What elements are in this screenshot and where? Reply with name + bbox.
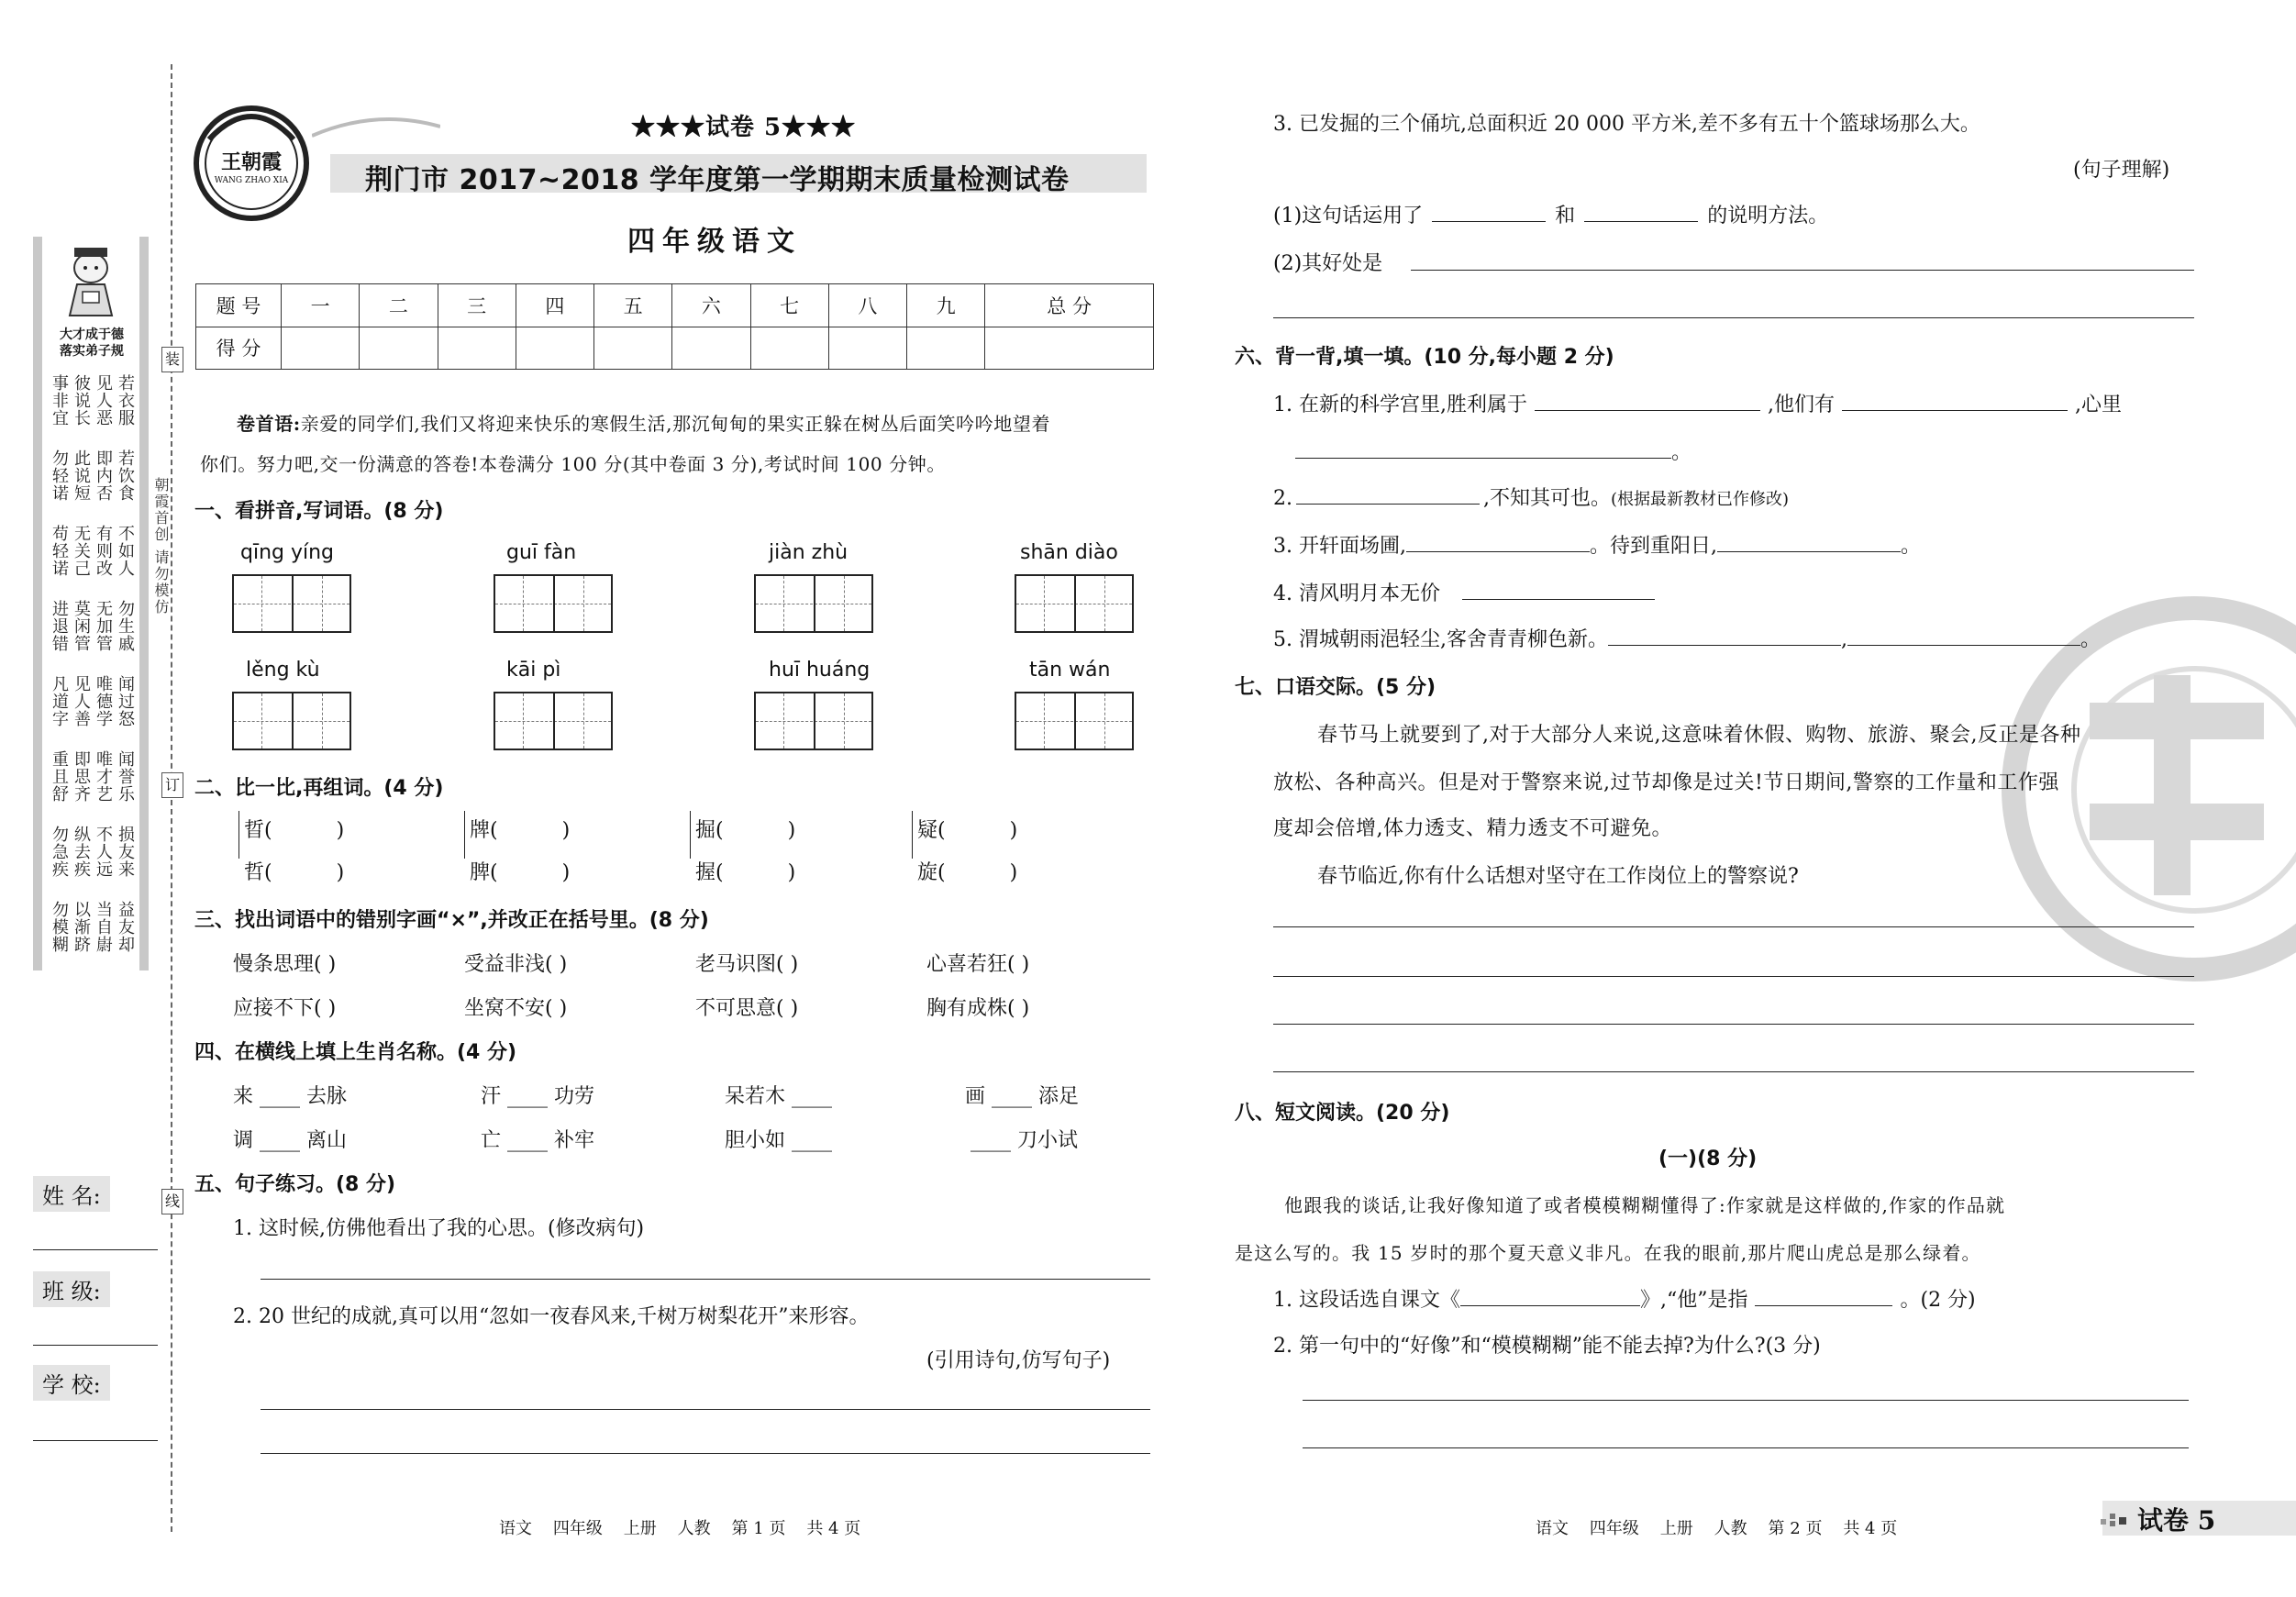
motto-group: [50, 901, 138, 972]
motto-group: [50, 750, 138, 822]
writing-grid[interactable]: [232, 692, 351, 750]
typo-item: 心喜若狂( ): [926, 953, 1030, 976]
pinyin-8: tān wán: [1029, 659, 1111, 682]
q8-para-1: 他跟我的谈话,让我好像知道了或者模模糊糊懂得了:作家就是这样做的,作家的作品就: [1284, 1194, 2006, 1216]
motto-column: 苟轻诺: [50, 525, 69, 577]
cut-mark-3: 线: [161, 1189, 183, 1214]
score-table: [195, 283, 1154, 370]
score-cell[interactable]: [594, 327, 672, 370]
q1-title: 一、看拼音,写词语。(8 分): [194, 500, 444, 523]
cut-line: [171, 64, 172, 1532]
motto-column: 损友来: [116, 826, 135, 878]
q8-para-2: 是这么写的。我 15 岁时的那个夏天意义非凡。在我的眼前,那片爬山虎总是那么绿着。: [1235, 1242, 1981, 1264]
answer-line[interactable]: [1273, 976, 2194, 977]
motto-group: [50, 374, 138, 446]
zodiac-item: 汗 ____ 功劳: [481, 1085, 594, 1108]
score-col-7: 七: [750, 284, 828, 327]
motto-title-2: 落实弟子规: [60, 344, 124, 359]
brand-logo: [191, 103, 312, 224]
q5-title: 五、句子练习。(8 分): [194, 1173, 396, 1196]
compare-item: 掘( ): [695, 819, 796, 842]
answer-line[interactable]: [1411, 270, 2194, 271]
score-cell[interactable]: [438, 327, 516, 370]
compare-item: 旋( ): [917, 861, 1018, 884]
score-cell[interactable]: [828, 327, 906, 370]
brand-name: 王朝霞: [220, 150, 282, 174]
q5-sentence-1: 1. 这时候,仿佛他看出了我的心思。(修改病句): [233, 1217, 645, 1240]
typo-item: 坐窝不安( ): [464, 997, 568, 1020]
footer-right: 语文 四年级 上册 人教 第 2 页 共 4 页: [1536, 1519, 1898, 1538]
motto-column: 唯才艺: [94, 750, 113, 803]
motto-column: 勿模糊: [50, 901, 69, 953]
motto-group: [50, 826, 138, 897]
logo-ribbon: [312, 108, 440, 145]
q8-title: 八、短文阅读。(20 分): [1235, 1102, 1450, 1125]
compare-item: 晢( ): [244, 819, 345, 842]
motto-column: 不如人: [116, 525, 135, 577]
subject-title: 四年级语文: [627, 226, 802, 258]
q6-item-1-cont: 。: [1295, 437, 1691, 465]
score-col-1: 一: [282, 284, 360, 327]
q3-title: 三、找出词语中的错别字画“×”,并改正在括号里。(8 分): [194, 909, 709, 932]
motto-column: 此说短: [72, 449, 91, 502]
score-col-9: 九: [907, 284, 985, 327]
motto-column: 若饮食: [116, 449, 135, 502]
q2-title: 二、比一比,再组词。(4 分): [194, 777, 444, 800]
copyright-notice: 朝霞首创 请勿模仿: [152, 477, 170, 616]
intro-text-1: 亲爱的同学们,我们又将迎来快乐的寒假生活,那沉甸甸的果实正躲在树丛后面笑吟吟地望着: [300, 413, 1051, 435]
score-row2-label: 得 分: [196, 327, 282, 370]
score-cell[interactable]: [282, 327, 360, 370]
motto-column: 勿轻诺: [50, 449, 69, 502]
compare-group: [238, 811, 239, 859]
writing-grid[interactable]: [1015, 574, 1134, 633]
compare-item: 哲( ): [244, 861, 345, 884]
class-field[interactable]: [33, 1345, 158, 1346]
q8-sub-title: (一)(8 分): [1658, 1148, 1758, 1170]
zodiac-item: 画 ____ 添足: [965, 1085, 1079, 1108]
typo-item: 不可思意( ): [695, 997, 799, 1020]
zodiac-item: ____ 刀小试: [971, 1129, 1078, 1152]
motto-column: 莫闲管: [72, 600, 91, 652]
cut-mark-2: 订: [161, 772, 183, 798]
score-col-3: 三: [438, 284, 516, 327]
name-field[interactable]: [33, 1249, 158, 1250]
motto-column: 闻过怒: [116, 675, 135, 727]
motto-column: 以渐跻: [72, 901, 91, 953]
q4-title: 四、在横线上填上生肖名称。(4 分): [194, 1041, 517, 1064]
score-row1-label: 题 号: [196, 284, 282, 327]
q5-sentence-2-note: (引用诗句,仿写句子): [926, 1349, 1111, 1372]
q5-sentence-3-note: (句子理解): [2073, 159, 2170, 182]
pinyin-5: lěng kù: [246, 659, 320, 682]
motto-column: 闻誉乐: [116, 750, 135, 803]
name-label: 姓 名:: [33, 1176, 110, 1212]
typo-item: 胸有成株( ): [926, 997, 1030, 1020]
zodiac-item: 呆若木 ____: [725, 1085, 832, 1108]
score-col-total: 总 分: [985, 284, 1154, 327]
score-col-2: 二: [360, 284, 438, 327]
answer-line[interactable]: [261, 1279, 1150, 1280]
exam-title: 荆门市 2017~2018 学年度第一学期期末质量检测试卷: [365, 164, 1070, 196]
q6-item-3: 3. 开轩面场圃, 。待到重阳日, 。: [1273, 535, 1921, 558]
typo-item: 慢条思理( ): [233, 953, 337, 976]
zodiac-item: 调 ____ 离山: [233, 1129, 347, 1152]
pinyin-7: huī huáng: [769, 659, 871, 682]
motto-panel: [33, 237, 149, 970]
q7-para-1: 春节马上就要到了,对于大部分人来说,这意味着休假、购物、旅游、聚会,反正是各种: [1317, 724, 2081, 747]
motto-column: 无关己: [72, 525, 91, 577]
motto-column: 勿急疾: [50, 826, 69, 878]
motto-column: 彼说长: [72, 374, 91, 427]
score-cell[interactable]: [360, 327, 438, 370]
q6-item-2: 2. ,不知其可也。(根据最新教材已作修改): [1273, 487, 1790, 510]
score-cell[interactable]: [985, 327, 1154, 370]
compare-item: 脾( ): [470, 861, 571, 884]
answer-line[interactable]: [1273, 1071, 2194, 1072]
writing-grid[interactable]: [494, 692, 613, 750]
motto-column: 即思齐: [72, 750, 91, 803]
answer-line[interactable]: [1303, 1400, 2189, 1401]
footer-left: 语文 四年级 上册 人教 第 1 页 共 4 页: [499, 1519, 861, 1538]
writing-grid[interactable]: [232, 574, 351, 633]
pinyin-1: qīng yíng: [240, 541, 335, 564]
q6-item-5: 5. 渭城朝雨浥轻尘,客舍青青柳色新。 , 。: [1273, 628, 2101, 651]
intro-label: 卷首语:: [237, 413, 301, 435]
q8-item-2: 2. 第一句中的“好像”和“模模糊糊”能不能去掉?为什么?(3 分): [1273, 1335, 1821, 1358]
q7-para-4: 春节临近,你有什么话想对坚守在工作岗位上的警察说?: [1317, 865, 1799, 888]
footer-badge-dots: [2101, 1510, 2134, 1528]
q7-para-3: 度却会倍增,体力透支、精力透支不可避免。: [1273, 817, 1672, 840]
motto-column: 若衣服: [116, 374, 135, 427]
compare-item: 疑( ): [917, 819, 1018, 842]
q6-title: 六、背一背,填一填。(10 分,每小题 2 分): [1235, 346, 1614, 369]
typo-item: 应接不下( ): [233, 997, 337, 1020]
motto-column: 重且舒: [50, 750, 69, 803]
compare-group: [912, 811, 913, 859]
footer-badge: 试卷 5: [2137, 1505, 2216, 1536]
writing-grid[interactable]: [1015, 692, 1134, 750]
motto-group: [50, 600, 138, 671]
motto-column: 无加管: [94, 600, 113, 652]
motto-group: [50, 525, 138, 596]
brand-sub: WANG ZHAO XIA: [214, 176, 289, 185]
typo-item: 受益非浅( ): [464, 953, 568, 976]
zodiac-item: 亡 ____ 补牢: [481, 1129, 594, 1152]
pinyin-4: shān diào: [1020, 541, 1118, 564]
compare-item: 牌( ): [470, 819, 571, 842]
compare-group: [690, 811, 691, 859]
writing-grid[interactable]: [754, 692, 873, 750]
q8-item-1: 1. 这段话选自课文《 》,“他”是指 。(2 分): [1273, 1289, 1976, 1312]
compare-item: 握( ): [695, 861, 796, 884]
q7-para-2: 放松、各种高兴。但是对于警察来说,过节却像是过关!节日期间,警察的工作量和工作强: [1273, 771, 2059, 794]
intro-line-1: [237, 409, 1050, 436]
writing-grid[interactable]: [494, 574, 613, 633]
typo-item: 老马识图( ): [695, 953, 799, 976]
pinyin-3: jiàn zhù: [769, 541, 849, 564]
school-label: 学 校:: [33, 1365, 110, 1401]
pinyin-6: kāi pì: [506, 659, 561, 682]
score-col-6: 六: [672, 284, 750, 327]
motto-group: [50, 675, 138, 747]
compare-group: [464, 811, 465, 859]
answer-line[interactable]: [1303, 1447, 2189, 1448]
motto-column: 益友却: [116, 901, 135, 953]
motto-column: 当自嶎: [94, 901, 113, 953]
intro-text-2: 你们。努力吧,交一份满意的答卷!本卷满分 100 分(其中卷面 3 分),考试时间 100 分钟。: [200, 453, 946, 475]
score-cell[interactable]: [750, 327, 828, 370]
motto-column: 纵去疾: [72, 826, 91, 878]
motto-column: 有则改: [94, 525, 113, 577]
zodiac-item: 来 ____ 去脉: [233, 1085, 347, 1108]
motto-column: 唯德学: [94, 675, 113, 727]
series-label: ★★★试卷 5★★★: [631, 114, 857, 141]
answer-line[interactable]: [261, 1409, 1150, 1410]
score-cell[interactable]: [516, 327, 593, 370]
motto-column: 不人远: [94, 826, 113, 878]
motto-column: 凡道字: [50, 675, 69, 727]
score-cell[interactable]: [672, 327, 750, 370]
q5-sentence-2: 2. 20 世纪的成就,真可以用“忽如一夜春风来,千树万树梨花开”来形容。: [233, 1305, 870, 1328]
score-col-5: 五: [594, 284, 672, 327]
school-field[interactable]: [33, 1440, 158, 1441]
cut-mark-1: 装: [161, 347, 183, 372]
writing-grid[interactable]: [754, 574, 873, 633]
motto-column: 事非宜: [50, 374, 69, 427]
pinyin-2: guī fàn: [506, 541, 577, 564]
class-label: 班 级:: [33, 1271, 110, 1307]
motto-column: 见人善: [72, 675, 91, 727]
motto-group: [50, 449, 138, 521]
score-cell[interactable]: [907, 327, 985, 370]
answer-line[interactable]: [261, 1453, 1150, 1454]
score-col-4: 四: [516, 284, 593, 327]
s3-q1: (1)这句话运用了 和 的说明方法。: [1273, 205, 1829, 227]
answer-line[interactable]: [1273, 926, 2194, 927]
motto-column: 即内否: [94, 449, 113, 502]
motto-column: 见人恶: [94, 374, 113, 427]
q6-item-1: 1. 在新的科学宫里,胜利属于 ,他们有 ,心里: [1273, 394, 2122, 416]
motto-title-1: 大才成于德: [60, 327, 124, 342]
s3-q2: (2)其好处是: [1273, 252, 1383, 275]
scholar-illustration: [59, 242, 123, 319]
answer-line[interactable]: [1273, 317, 2194, 318]
q7-title: 七、口语交际。(5 分): [1235, 676, 1436, 699]
answer-line[interactable]: [1273, 1024, 2194, 1025]
score-col-8: 八: [828, 284, 906, 327]
q6-item-4: 4. 清风明月本无价: [1273, 578, 1655, 606]
motto-column: 勿生戚: [116, 600, 135, 652]
motto-column: 进退错: [50, 600, 69, 652]
zodiac-item: 胆小如 ____: [725, 1129, 832, 1152]
q5-sentence-3: 3. 已发掘的三个俑坑,总面积近 20 000 平方米,差不多有五十个篮球场那么大。: [1273, 113, 1980, 136]
